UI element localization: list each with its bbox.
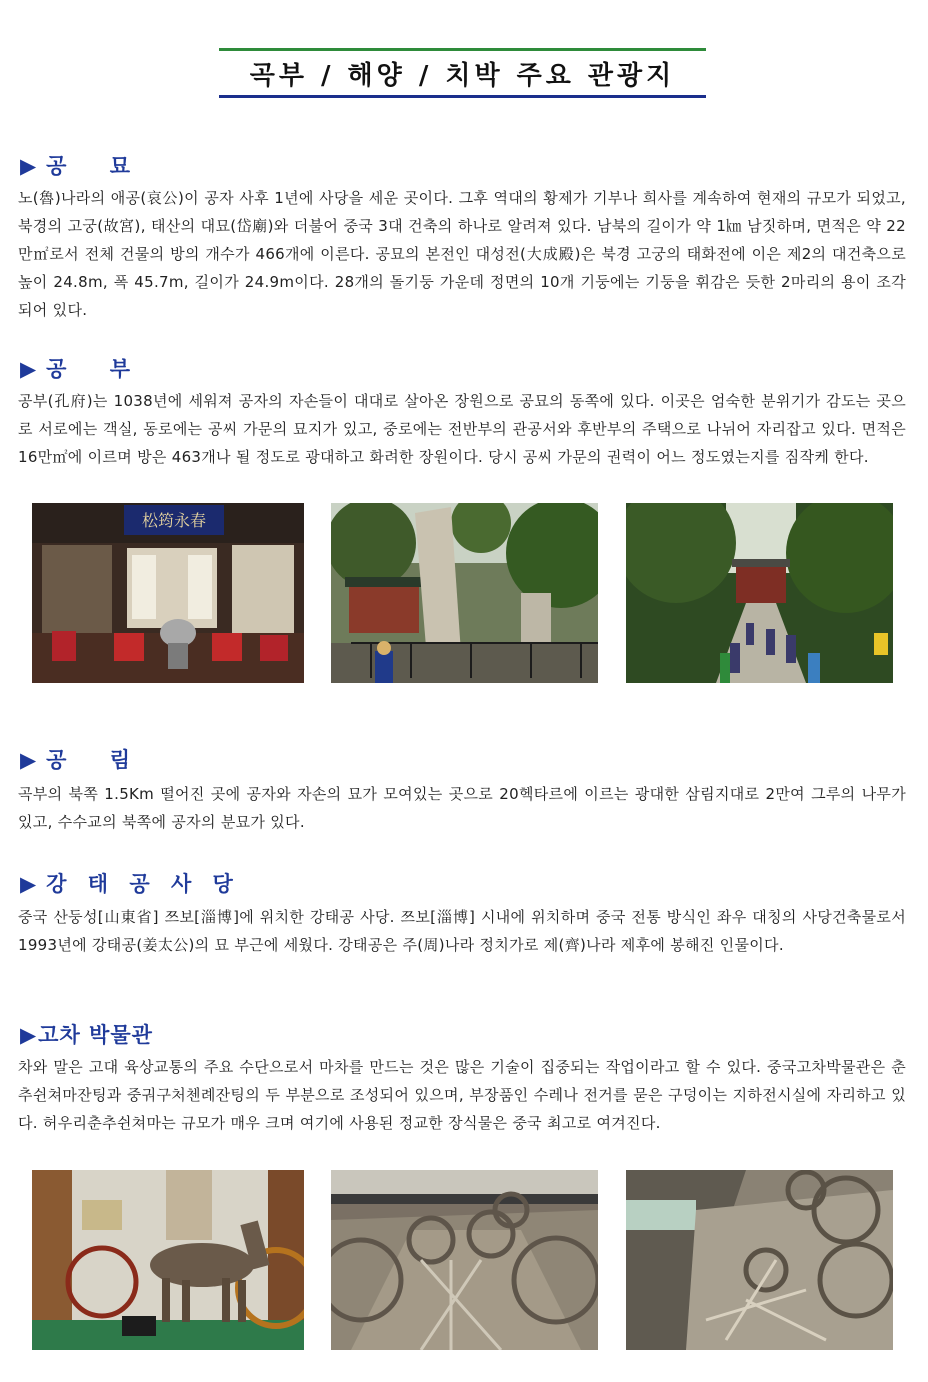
triangle-bullet-icon: ▶ — [20, 872, 39, 896]
photo-gongbu-path — [626, 503, 893, 683]
page-title-box — [219, 48, 706, 98]
section-heading-gongmyo: ▶ 공 묘 — [20, 154, 149, 178]
photo-museum-horse-chariot — [32, 1170, 304, 1350]
triangle-bullet-icon: ▶ — [20, 154, 39, 178]
section-heading-gongbu: ▶ 공 부 — [20, 357, 149, 381]
section-text-gonglim: 곡부의 북쪽 1.5Km 떨어진 곳에 공자와 자손의 묘가 모여있는 곳으로 20헥타르에 이르는 광대한 삼림지대로 2만여 그루의 나무가 있고, 수수교의 북쪽에 공자의 분묘가 있다. — [18, 785, 906, 831]
hall-plaque-text: 松筠永春 — [141, 511, 207, 530]
photo-gongbu-hall-interior — [32, 503, 304, 683]
section-text-gongmyo: 노(魯)나라의 애공(哀公)이 공자 사후 1년에 사당을 세운 곳이다. 그후 역대의 황제가 기부나 희사를 계속하여 현재의 규모가 되었고, 북경의 고궁(故宮), 태산의 대묘(岱廟)와 더불어 중국 3대 건축의 하나로 알려져 있다. 남북의 길이가 약 1㎞ 남짓하며, 면적은 약 22만㎡로서 전체 건물의 방의 개수가 466개에 이른다. 공묘의 본전인 대성전(大成殿)은 북경 고궁의 태화전에 이은 제2의 대건축으로 높이 24.8m, 폭 45.7m, 길이가 24.9m이다. 28개의 돌기둥 가운데 정면의 10개 기둥에는 기둥을 휘감은 듯한 2마리의 용이 조각되어 있다. — [18, 189, 906, 319]
triangle-bullet-icon: ▶ — [20, 1023, 39, 1047]
section-text-gongbu: 공부(孔府)는 1038년에 세워져 공자의 자손들이 대대로 살아온 장원으로 공묘의 동쪽에 있다. 이곳은 엄숙한 분위기가 감도는 곳으로 서로에는 객실, 동로에는 공씨 가문의 묘지가 있고, 중로에는 전반부의 관공서와 후반부의 주택으로 나뉘어 자리잡고 있다. 면적은 16만㎡에 이르며 방은 463개나 될 정도로 광대하고 화려한 장원이다. 당시 공씨 가문의 권력이 어느 정도였는지를 짐작케 한다. — [18, 392, 906, 466]
section-heading-gangtaegong: ▶ 강 태 공 사 당 — [20, 872, 240, 896]
section-heading-gocha-museum: ▶고차 박물관 — [20, 1023, 153, 1047]
page-title: 곡부 / 해양 / 치박 주요 관광지 — [249, 60, 676, 91]
section-text-gocha-museum: 차와 말은 고대 육상교통의 주요 수단으로서 마차를 만드는 것은 많은 기술이 집중되는 작업이라고 할 수 있다. 중국고차박물관은 춘추쉰쳐마잔팅과 중궈구처첸례잔팅의 두 부분으로 조성되어 있으며, 부장품인 수레나 전거를 묻은 구덩이는 지하전시실에 자리하고 있다. 허우리춘추쉰쳐마는 규모가 매우 크며 여기에 사용된 정교한 장식물은 중국 최고로 여겨진다. — [18, 1058, 906, 1132]
photo-museum-chariot-remains — [626, 1170, 893, 1350]
photo-gongbu-stele — [331, 503, 598, 683]
photo-museum-excavation-pit — [331, 1170, 598, 1350]
triangle-bullet-icon: ▶ — [20, 357, 39, 381]
section-text-gangtaegong: 중국 산둥성[山東省] 쯔보[淄博]에 위치한 강태공 사당. 쯔보[淄博] 시내에 위치하며 중국 전통 방식인 좌우 대칭의 사당건축물로서 1993년에 강태공(姜太公)의 묘 부근에 세웠다. 강태공은 주(周)나라 정치가로 제(齊)나라 제후에 봉해진 인물이다. — [18, 908, 906, 954]
triangle-bullet-icon: ▶ — [20, 748, 39, 772]
section-heading-gonglim: ▶ 공 림 — [20, 748, 149, 772]
